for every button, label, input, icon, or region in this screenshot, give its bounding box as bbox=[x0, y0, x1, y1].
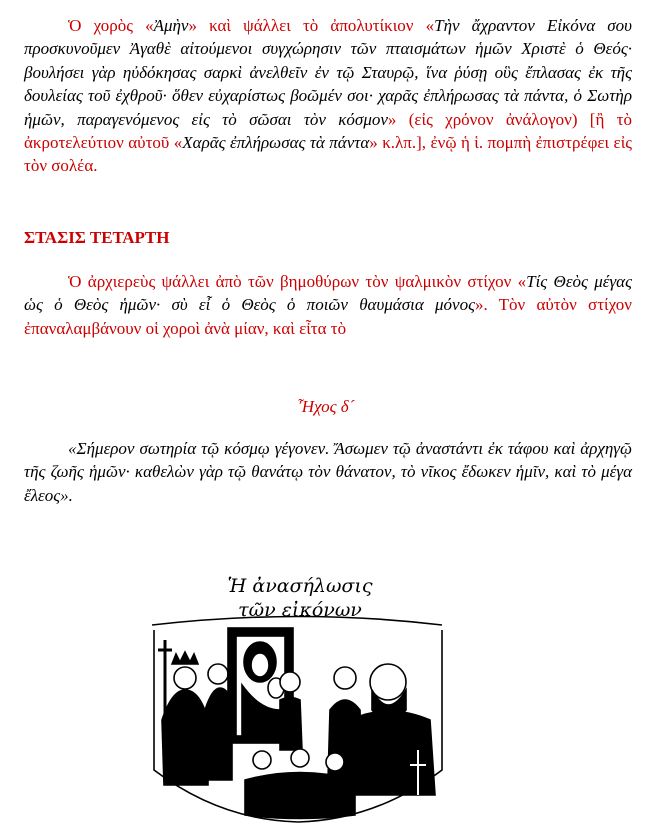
rubric-text: » καὶ ψάλλει τὸ ἀπολυτίκιον « bbox=[188, 16, 435, 35]
verse-text: Τίς Θεὸς μέγας ὡς ὁ Θεὸς ἡμῶν· σὺ εἶ ὁ Θεὸς ὁ ποιῶν θαυμάσια μόνος bbox=[24, 272, 633, 315]
figures-front bbox=[245, 749, 355, 819]
icon-caption-line1: Ἡ ἀνασήλωσις bbox=[227, 575, 373, 597]
paragraph-apolytikion bbox=[24, 14, 632, 178]
figure-child bbox=[280, 672, 302, 750]
paragraph-psalm-verse bbox=[24, 270, 632, 340]
rubric-text: » κ.λπ.], ἐνῷ ἡ ἱ. πομπὴ ἐπιστρέφει εἰς τὸν σολέα. bbox=[24, 133, 632, 176]
section-heading: ΣΤΑΣΙΣ ΤΕΤΑΡΤΗ bbox=[24, 228, 170, 247]
hymn-paragraph: «Σήμερον σωτηρία τῷ κόσμῳ γέγονεν. Ἄσωμεν τῷ ἀναστάντι ἐκ τάφου καὶ ἀρχηγῷ τῆς ζωῆς ἡμῶν· καθελὼν γὰρ τῷ θανάτῳ τὸν θάνατον, τὸ νῖκος ἔδωκεν ἡμῖν, καὶ τὸ μέγα ἔλεος». bbox=[24, 439, 632, 505]
rubric-text: Ὁ χορὸς « bbox=[68, 16, 154, 35]
hymn-text: Ἀμὴν bbox=[153, 16, 189, 35]
hymn-text: Χαρᾶς ἐπλήρωσας τὰ πάντα bbox=[182, 133, 370, 153]
rubric-text: Ὁ ἀρχιερεὺς ψάλλει ἀπὸ τῶν βημοθύρων τὸν ψαλμικὸν στίχον « bbox=[68, 272, 527, 291]
figure-queen bbox=[158, 640, 208, 785]
icon-illustration bbox=[150, 570, 445, 825]
icon-drawing bbox=[152, 617, 442, 823]
figure-bishop-right bbox=[350, 664, 435, 795]
rubric-text: ». Τὸν αὐτὸν στίχον ἐπαναλαμβάνουν οἱ χοροὶ ἀνὰ μίαν, καὶ εἶτα τὸ bbox=[24, 295, 632, 338]
rubric-text: » (εἰς χρόνον ἀνάλογον) [ἢ τὸ ἀκροτελεύτιον αὐτοῦ « bbox=[24, 109, 632, 153]
icon-caption-line2: τῶν εἰκόνων bbox=[238, 599, 362, 621]
hymn-text: Τὴν ἄχραντον Εἰκόνα σου προσκυνοῦμεν Ἀγαθὲ αἰτούμενοι συγχώρησιν τῶν πταισμάτων ἡμῶν Χριστὲ ὁ Θεός· βουλήσει γὰρ ηὐδόκησας σαρκὶ ἀνελθεῖν ἐν τῷ Σταυρῷ, ἵνα ῥύσῃ οὓς ἔπλασας ἐκ τῆς δουλείας τοῦ ἐχθροῦ· ὅθεν εὐχαρίστως βοῶμέν σοι· χαρᾶς ἐπλήρωσας τὰ πάντα, ὁ Σωτὴρ ἡμῶν, παραγενόμενος εἰς τὸ σῶσαι τὸν κόσμον bbox=[24, 16, 632, 129]
tone-label: Ἦχος δ´ bbox=[297, 397, 355, 416]
